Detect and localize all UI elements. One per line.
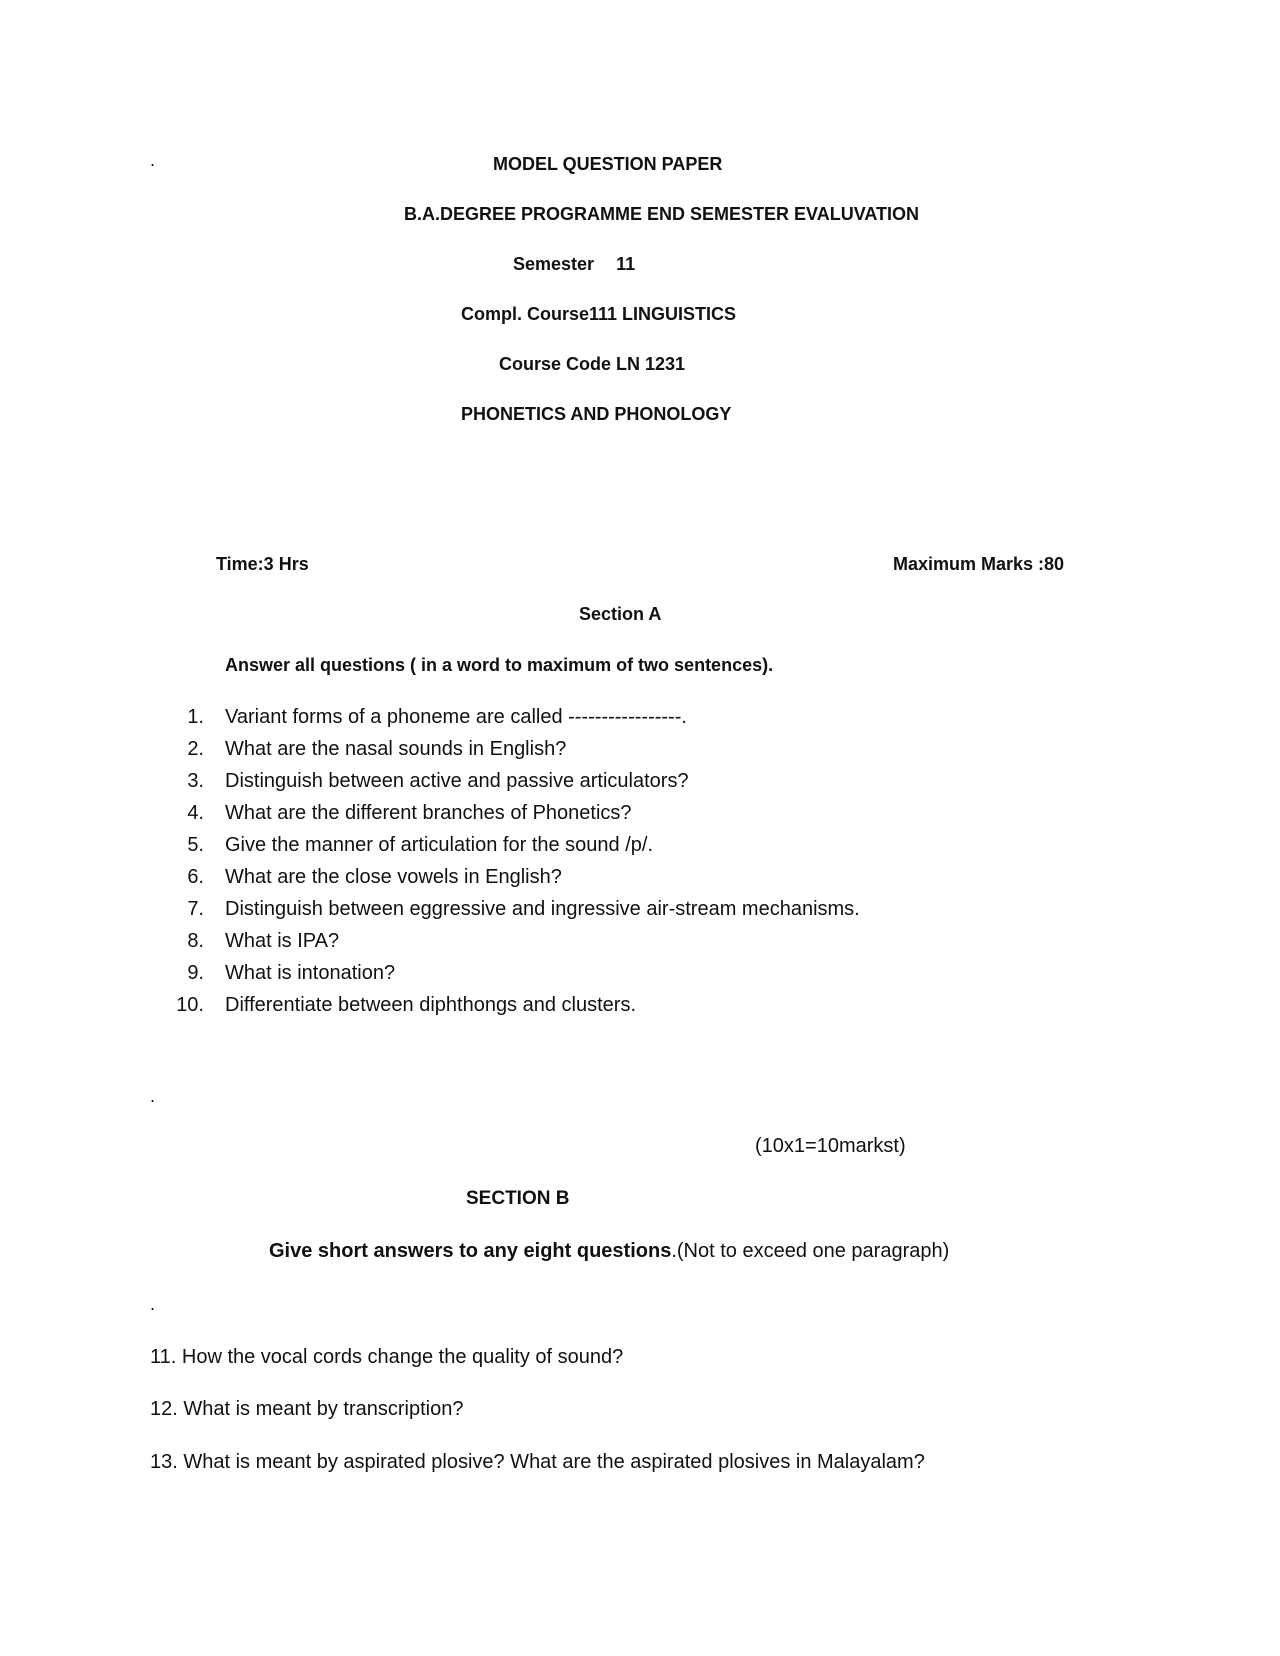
stray-dot: . [150, 1294, 156, 1314]
question-text: Differentiate between diphthongs and clusters. [225, 994, 637, 1016]
exam-time: Time:3 Hrs [216, 554, 309, 574]
section-a-instruction: Answer all questions ( in a word to maximum of two sentences). [225, 655, 774, 675]
stray-dot: . [150, 150, 156, 170]
stray-dot: . [150, 1086, 156, 1106]
question-number: 8. [187, 930, 204, 952]
course-name: Compl. Course111 LINGUISTICS [461, 304, 737, 324]
question-text: Distinguish between eggressive and ingressive air-stream mechanisms. [225, 898, 860, 920]
question-text: Distinguish between active and passive articulators? [225, 770, 689, 792]
section-b-instruction-bold: Give short answers to any eight questions [269, 1240, 672, 1262]
question-number: 5. [187, 834, 204, 856]
question-text: What is intonation? [225, 962, 396, 984]
section-b-instruction [269, 1240, 949, 1263]
question-number: 4. [187, 802, 204, 824]
semester-value: 11 [616, 254, 636, 274]
course-code: Course Code LN 1231 [499, 354, 686, 374]
paper-title: MODEL QUESTION PAPER [493, 154, 723, 174]
question-text: What are the different branches of Phonetics? [225, 802, 632, 824]
question-number: 10. [176, 994, 204, 1016]
section-b-heading: SECTION B [466, 1188, 570, 1209]
subject-title: PHONETICS AND PHONOLOGY [461, 404, 732, 424]
question-number: 1. [187, 706, 204, 728]
question-text: Give the manner of articulation for the sound /p/. [225, 834, 654, 856]
question-number: 3. [187, 770, 204, 792]
question-number: 6. [187, 866, 204, 888]
programme-title: B.A.DEGREE PROGRAMME END SEMESTER EVALUVATION [404, 204, 920, 224]
semester-line [513, 254, 635, 275]
list-item: 13. What is meant by aspirated plosive? What are the aspirated plosives in Malayalam? [150, 1451, 925, 1473]
question-number: 9. [187, 962, 204, 984]
section-a-marks: (10x1=10markst) [755, 1135, 906, 1157]
question-number: 7. [187, 898, 204, 920]
list-item: 12. What is meant by transcription? [150, 1398, 464, 1420]
question-text: What are the nasal sounds in English? [225, 738, 567, 760]
question-number: 2. [187, 738, 204, 760]
semester-label: Semester [513, 254, 595, 274]
section-a-heading: Section A [579, 604, 662, 624]
list-item: 11. How the vocal cords change the quality of sound? [150, 1346, 624, 1368]
section-b-instruction-rest: .(Not to exceed one paragraph) [671, 1240, 950, 1262]
question-text: Variant forms of a phoneme are called -----------------. [225, 706, 687, 728]
question-text: What are the close vowels in English? [225, 866, 562, 888]
question-text: What is IPA? [225, 930, 340, 952]
maximum-marks: Maximum Marks :80 [893, 554, 1065, 574]
